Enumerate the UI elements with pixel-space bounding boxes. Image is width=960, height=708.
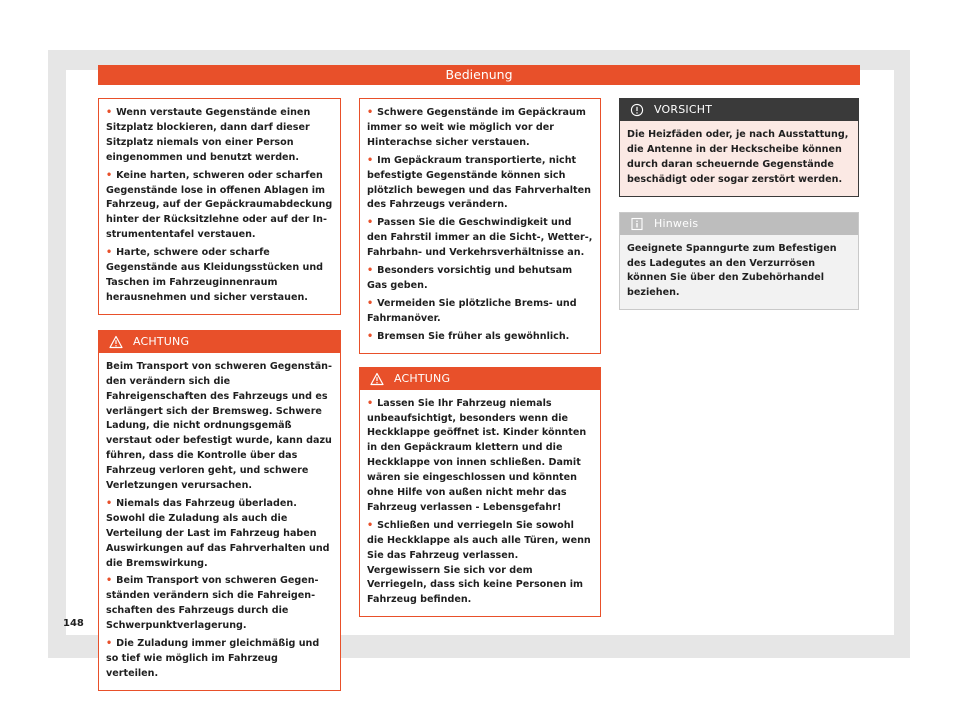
warning-title: ACHTUNG: [394, 371, 451, 385]
page-number: 148: [63, 618, 84, 629]
caution-body: [620, 121, 858, 196]
hint-body: [620, 235, 858, 310]
warning-triangle-icon: [109, 335, 123, 349]
list-item: • Bremsen Sie früher als gewöhnlich.: [367, 330, 570, 342]
bullet-icon: •: [367, 154, 374, 166]
notice-box: [359, 98, 601, 354]
warning-header: [360, 368, 600, 390]
section-header: Bedienung: [98, 65, 860, 85]
notice-body: [360, 99, 600, 353]
bullet-icon: •: [367, 265, 374, 277]
bullet-icon: •: [367, 107, 374, 118]
hint-text: Geeignete Spanngurte zum Befestigen des Ladegutes an den Verzurrösen können Sie über den Zubehörhandel beziehen.: [627, 242, 837, 299]
bullet-icon: •: [106, 638, 113, 650]
caution-box: [619, 98, 859, 197]
list-item: • Im Gepäckraum transportierte, nicht befestigte Gegenstände können sich plötzlich bewegen und das Fahrverhalten des Fahrzeugs verändern.: [367, 154, 591, 211]
bullet-icon: •: [367, 519, 374, 531]
caution-text: Die Heizfäden oder, je nach Ausstattung, die Antenne in der Heckscheibe können durch daran scheuernde Gegenstände beschädigt oder sogar zerstört werden.: [627, 129, 849, 185]
list-item: • Harte, schwere oder scharfe Gegenstände aus Kleidungsstücken und Taschen im Fahrzeuginnenraum herausnehmen und sicher verstauen.: [106, 247, 324, 303]
warning-title: ACHTUNG: [133, 334, 190, 348]
bullet-icon: •: [106, 497, 113, 509]
list-item: • Schließen und verriegeln Sie sowohl die Heckklappe als auch alle Türen, wenn Sie das Fahrzeug verlassen. Vergewissern Sie sich vor dem Verriegeln, dass sich keine Personen im Fahrzeug befinden.: [367, 519, 591, 606]
info-square-icon: [630, 217, 644, 231]
bullet-icon: •: [106, 575, 113, 587]
notice-body: [99, 99, 340, 314]
hint-header: [620, 213, 858, 235]
bullet-icon: •: [106, 169, 113, 181]
column-3: [619, 98, 859, 310]
list-item: • Schwere Gegenstände im Gepäckraum immer so weit wie möglich vor der Hinterachse sicher verstauen.: [367, 107, 586, 148]
caution-header: [620, 99, 858, 121]
list-item: • Passen Sie die Geschwindigkeit und den Fahrstil immer an die Sicht-, Wetter-, Fahrbahn- und Verkehrsverhältnisse an.: [367, 217, 593, 259]
warning-box: [98, 330, 341, 691]
bullet-icon: •: [367, 330, 374, 342]
column-1: [98, 98, 341, 691]
list-item: • Wenn verstaute Gegenstände einen Sitzplatz blockieren, dann darf dieser Sitzplatz niemals von einer Person eingenommen und benutzt werden.: [106, 107, 311, 163]
caution-title: VORSICHT: [654, 103, 713, 116]
list-item: • Vermeiden Sie plötzliche Brems- und Fahrmanöver.: [367, 297, 577, 324]
bullet-icon: •: [106, 247, 113, 259]
warning-header: [99, 331, 340, 353]
list-item: • Keine harten, schweren oder scharfen Gegenstände lose in offenen Ablagen im Fahrzeug, auf der Gepäckraumabdeckung hinter der Rücksitzlehne oder auf der Instrumententafel verstauen.: [106, 169, 333, 241]
warning-intro: Beim Transport von schweren Gegenständen verändern sich die Fahreigenschaften des Fahrzeugs und es verlängert sich der Bremsweg. Schwere Ladung, die nicht ordnungsgemäß verstaut oder befestigt wurde, kann dazu führen, dass die Kontrolle über das Fahrzeug verloren geht, und schwere Verletzungen verursachen.: [106, 360, 332, 492]
info-circle-icon: [630, 103, 644, 117]
bullet-icon: •: [367, 397, 374, 409]
list-item: • Die Zuladung immer gleichmäßig und so tief wie möglich im Fahrzeug verteilen.: [106, 638, 320, 679]
column-2: [359, 98, 601, 617]
list-item: • Lassen Sie Ihr Fahrzeug niemals unbeaufsichtigt, besonders wenn die Heckklappe geöffnet ist. Kinder könnten in den Gepäckraum klettern und die Heckklappe von innen schließen. Damit wären sie eingeschlossen und könnten ohne Hilfe von außen nicht mehr das Fahrzeug verlassen - Lebensgefahr!: [367, 397, 587, 513]
list-item: • Besonders vorsichtig und behutsam Gas geben.: [367, 265, 573, 291]
bullet-icon: •: [367, 217, 374, 229]
warning-triangle-icon: [370, 372, 384, 386]
warning-body: [360, 390, 600, 617]
warning-body: [99, 353, 340, 690]
hint-box: [619, 212, 859, 311]
bullet-icon: •: [106, 107, 113, 118]
warning-box: [359, 367, 601, 618]
hint-title: Hinweis: [654, 216, 699, 230]
list-item: • Niemals das Fahrzeug überladen. Sowohl die Zuladung als auch die Verteilung der Last im Fahrzeug haben Auswirkungen auf das Fahrverhalten und die Bremswirkung.: [106, 497, 330, 569]
bullet-icon: •: [367, 297, 374, 309]
list-item: • Beim Transport von schweren Gegenständen verändern sich die Fahreigenschaften des Fahrzeugs durch die Schwerpunktverlagerung.: [106, 575, 319, 632]
notice-box: [98, 98, 341, 315]
